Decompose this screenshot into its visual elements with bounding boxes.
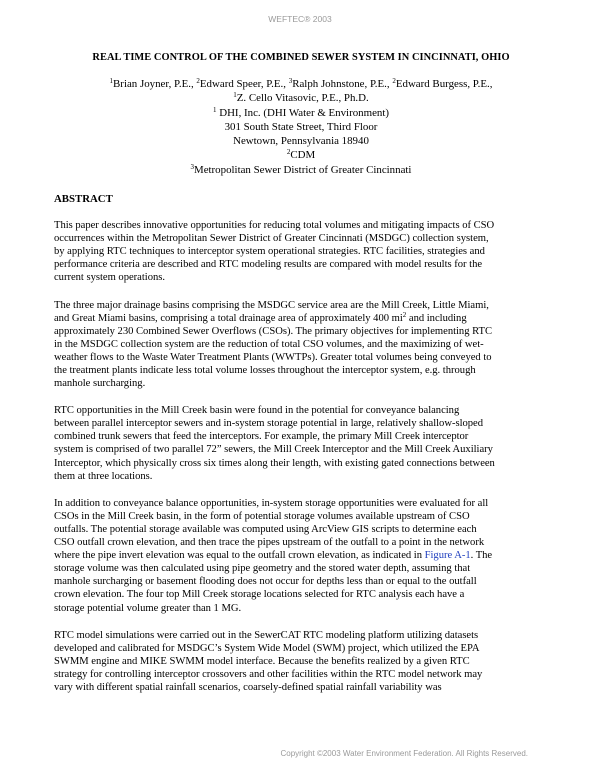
author-name: Edward Burgess, P.E., [395,78,493,90]
text-line: approximately 230 Combined Sewer Overflows (CSOs). The primary objectives for implementing RTC [54,325,493,337]
page-content [54,52,548,694]
text-line: vary with different spatial rainfall scenarios, coarsely-defined spatial rainfall variability was [54,681,442,693]
affiliation-marker: 3 [190,162,195,171]
text-line: combined trunk sewers that feed the interceptors. For example, the primary Mill Creek interceptor [54,431,469,443]
text-line: CSOs in the Mill Creek basin, in the form of potential storage volumes available upstream of CSO [54,510,470,522]
affiliation-marker: 3 [288,77,293,85]
text-line: weather flows to the Waste Water Treatment Plants (WWTPs). Greater total volumes being conveyed to [54,351,492,363]
text-fragment: . The [470,550,493,562]
affiliation-1 [54,106,548,120]
paragraph-5 [54,629,548,694]
paragraph-4 [54,497,548,615]
affiliation-marker: 2 [286,148,291,157]
author-line-1 [54,77,548,91]
text-line: Interceptor, which physically cross six times along their length, with existing gated connections between [54,457,495,469]
affiliation-marker: 1 [212,105,217,114]
text-line: performance criteria are described and RTC modeling results are compared with model results for the [54,259,483,271]
paragraph-3 [54,404,548,483]
affiliation-name: DHI, Inc. (DHI Water & Environment) [216,106,389,119]
author-name: Brian Joyner, P.E., [113,78,197,90]
author-name: Z. Cello Vitasovic, P.E., Ph.D. [236,92,369,105]
text-fragment: and Great Miami basins, comprising a total drainage area of approximately 400 mi [54,312,403,324]
affiliation-2 [54,148,548,162]
text-line: manhole surcharging. [54,378,146,390]
text-line: RTC opportunities in the Mill Creek basin were found in the potential for conveyance balancing [54,405,460,417]
paragraph-2 [54,299,548,391]
copyright-footer: Copyright ©2003 Water Environment Federation. All Rights Reserved. [280,749,528,758]
affiliation-1-address-1: 301 South State Street, Third Floor [224,120,378,133]
author-name: Ralph Johnstone, P.E., [292,78,393,90]
affiliation-1-address-2: Newtown, Pennsylvania 18940 [233,135,369,148]
text-line: storage volume was then calculated using pipe geometry and the stored water depth, assuming that [54,563,471,575]
text-line: by applying RTC techniques to interceptor system operational strategies. RTC facilities, strategies and [54,246,485,258]
text-line: This paper describes innovative opportunities for reducing total volumes and mitigating impacts of CSO [54,220,495,232]
affiliation-marker: 1 [233,91,237,100]
affiliation-name: Metropolitan Sewer District of Greater Cincinnati [194,163,412,176]
text-line: SWMM engine and MIKE SWMM model interface. Because the benefits realized by a given RTC [54,655,470,667]
affiliation-marker: 2 [392,77,396,85]
text-fragment: where the pipe invert elevation was equal to the outfall crown elevation, as indicated in [54,550,425,562]
text-fragment: and including [406,312,467,324]
superscript: 2 [402,310,407,319]
paper-title: REAL TIME CONTROL OF THE COMBINED SEWER SYSTEM IN CINCINNATI, OHIO [92,52,510,63]
text-line: outfalls. The potential storage available was computed using ArcView GIS scripts to determine each [54,523,477,535]
text-line: them at three locations. [54,470,153,482]
text-line [54,312,548,325]
text-line: strategy for controlling interceptor crossovers and other facilities within the RTC model network may [54,668,483,680]
text-line: system is comprised of two parallel 72” sewers, the Mill Creek Interceptor and the Mill Creek Auxiliary [54,444,493,456]
text-line: storage potential volume greater than 1 MG. [54,602,242,614]
author-line-2 [54,91,548,105]
text-line: occurrences within the Metropolitan Sewer District of Greater Cincinnati (MSDGC) collection system, [54,233,489,245]
running-header: WEFTEC® 2003 [268,14,332,24]
affiliation-3 [54,163,548,177]
affiliation-name: CDM [290,149,316,162]
abstract-heading: ABSTRACT [54,193,113,206]
text-line: in the MSDGC collection system are the reduction of total CSO volumes, and the maximizing of wet- [54,338,484,350]
author-name: Edward Speer, P.E., [199,78,289,90]
text-line: between parallel interceptor sewers and in-system storage potential in large, relatively shallow-sloped [54,418,484,430]
text-line [54,549,548,562]
paragraph-1 [54,219,548,284]
affiliation-marker: 2 [196,77,200,85]
text-line: The three major drainage basins comprising the MSDGC service area are the Mill Creek, Little Miami, [54,299,489,311]
figure-a1-link[interactable]: Figure A-1 [424,550,471,562]
text-line: In addition to conveyance balance opportunities, in-system storage opportunities were evaluated for all [54,497,489,509]
text-line: RTC model simulations were carried out in the SewerCAT RTC modeling platform utilizing datasets [54,629,479,641]
text-line: manhole surcharging or basement flooding does not occur for depths less than or equal to the outfall [54,576,477,588]
text-line: current system operations. [54,272,165,284]
affiliation-marker: 1 [109,77,114,85]
text-line: CSO outfall crown elevation, and then trace the pipes upstream of the outfall to a point in the network [54,537,485,549]
text-line: the treatment plants indicate less total volume losses throughout the interceptor system, e.g. through [54,365,476,377]
author-block [54,77,548,177]
text-line: developed and calibrated for MSDGC’s System Wide Model (SWM) project, which utilized the EPA [54,642,480,654]
text-line: crown elevation. The four top Mill Creek storage locations selected for RTC analysis each have a [54,589,465,601]
